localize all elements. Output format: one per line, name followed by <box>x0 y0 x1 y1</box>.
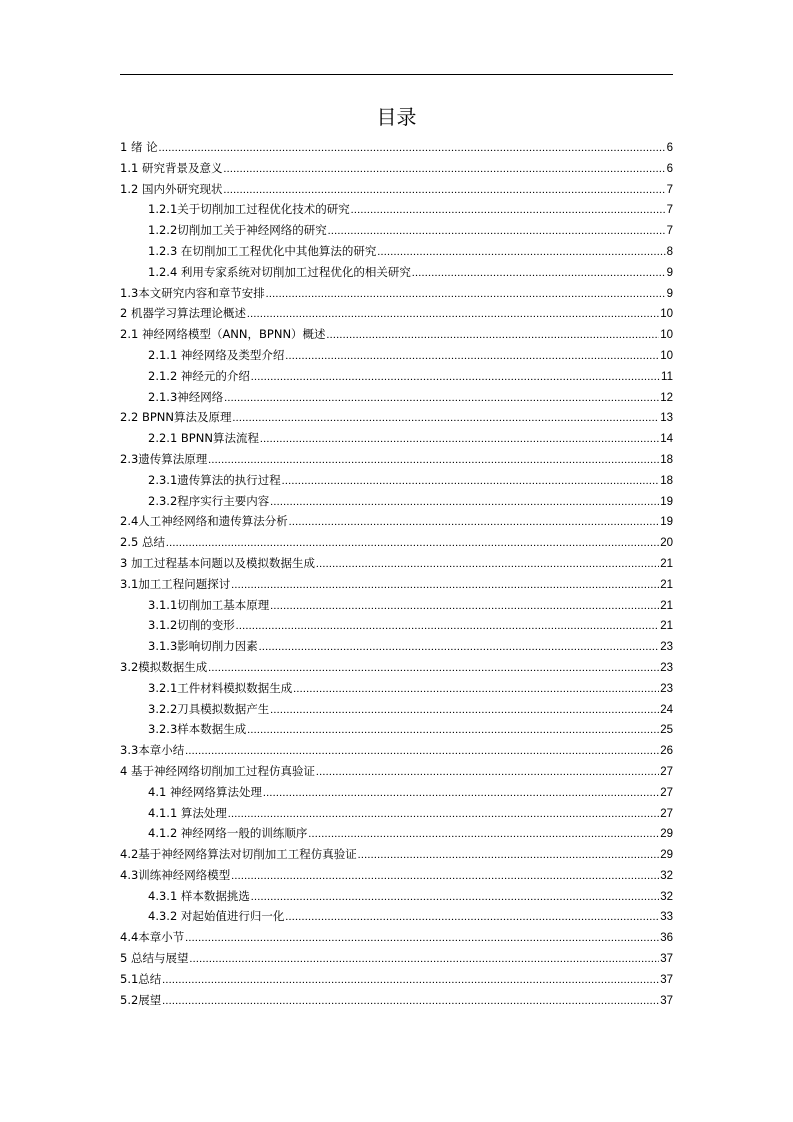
toc-dot-leader <box>251 887 659 908</box>
toc-entry-title: 4.3.2 对起始值进行归一化 <box>148 909 285 924</box>
toc-entry-title: 3.1加工工程问题探讨 <box>120 576 231 591</box>
toc-entry[interactable] <box>120 636 673 657</box>
header-rule <box>120 74 673 75</box>
toc-entry-title: 5 总结与展望 <box>120 951 189 966</box>
table-of-contents <box>120 137 673 1010</box>
toc-entry[interactable] <box>120 615 673 636</box>
toc-entry-title: 3.2模拟数据生成 <box>120 659 208 674</box>
toc-entry[interactable] <box>120 761 673 782</box>
toc-dot-leader <box>236 616 659 637</box>
toc-entry-title: 2.1.2 神经元的介绍 <box>148 368 250 383</box>
toc-entry[interactable] <box>120 969 673 990</box>
toc-entry[interactable] <box>120 449 673 470</box>
toc-dot-leader <box>189 949 659 970</box>
toc-entry-title: 4.3.1 样本数据挑选 <box>148 888 250 903</box>
toc-entry-page-number: 26 <box>660 745 673 758</box>
toc-dot-leader <box>228 804 659 825</box>
toc-entry[interactable] <box>120 532 673 553</box>
toc-entry[interactable] <box>120 782 673 803</box>
toc-dot-leader <box>159 138 666 159</box>
toc-entry-page-number: 13 <box>660 412 673 425</box>
toc-entry[interactable] <box>120 699 673 720</box>
toc-entry-title: 3.1.1切削加工基本原理 <box>148 597 270 612</box>
toc-entry[interactable] <box>120 886 673 907</box>
toc-entry-title: 1.2 国内外研究现状 <box>120 181 223 196</box>
toc-entry-page-number: 32 <box>660 869 673 882</box>
toc-entry-title: 2 机器学习算法理论概述 <box>120 306 246 321</box>
toc-dot-leader <box>285 346 659 367</box>
toc-entry[interactable] <box>120 303 673 324</box>
toc-entry-page-number: 7 <box>666 204 673 217</box>
toc-entry[interactable] <box>120 678 673 699</box>
toc-entry[interactable] <box>120 220 673 241</box>
toc-entry[interactable] <box>120 137 673 158</box>
toc-entry-title: 3.1.2切削的变形 <box>148 618 235 633</box>
toc-entry[interactable] <box>120 511 673 532</box>
toc-entry-title: 1.2.4 利用专家系统对切削加工过程优化的相关研究 <box>148 264 411 279</box>
toc-entry-page-number: 37 <box>660 953 673 966</box>
toc-entry-page-number: 33 <box>660 911 673 924</box>
toc-entry-title: 1.2.2切削加工关于神经网络的研究 <box>148 223 327 238</box>
toc-entry-title: 3.2.3样本数据生成 <box>148 722 247 737</box>
toc-entry-title: 4.3训练神经网络模型 <box>120 867 231 882</box>
toc-entry-page-number: 14 <box>660 433 673 446</box>
toc-entry-page-number: 23 <box>660 641 673 654</box>
toc-entry[interactable] <box>120 345 673 366</box>
toc-dot-leader <box>270 492 659 513</box>
toc-entry-page-number: 23 <box>660 661 673 674</box>
toc-entry[interactable] <box>120 803 673 824</box>
toc-entry-title: 4.4本章小节 <box>120 930 185 945</box>
toc-entry-page-number: 37 <box>660 973 673 986</box>
toc-entry-title: 5.2展望 <box>120 992 162 1007</box>
toc-dot-leader <box>185 741 659 762</box>
toc-dot-leader <box>247 304 659 325</box>
toc-entry-title: 2.3遗传算法原理 <box>120 451 208 466</box>
toc-entry[interactable] <box>120 719 673 740</box>
toc-entry[interactable] <box>120 158 673 179</box>
toc-entry[interactable] <box>120 491 673 512</box>
toc-dot-leader <box>231 866 659 887</box>
toc-entry-page-number: 7 <box>666 225 673 238</box>
toc-dot-leader <box>327 325 660 346</box>
toc-entry-page-number: 27 <box>660 765 673 778</box>
toc-entry[interactable] <box>120 283 673 304</box>
toc-entry-page-number: 10 <box>660 308 673 321</box>
toc-entry[interactable] <box>120 428 673 449</box>
toc-entry-title: 1.2.1关于切削加工过程优化技术的研究 <box>148 202 350 217</box>
toc-entry[interactable] <box>120 366 673 387</box>
toc-entry-page-number: 19 <box>660 495 673 508</box>
toc-dot-leader <box>232 408 659 429</box>
toc-entry[interactable] <box>120 387 673 408</box>
toc-entry[interactable] <box>120 657 673 678</box>
page-title: 目录 <box>376 105 417 129</box>
toc-entry-title: 2.1.3神经网络 <box>148 389 224 404</box>
toc-entry-page-number: 18 <box>660 453 673 466</box>
toc-entry-title: 3 加工过程基本问题以及模拟数据生成 <box>120 555 315 570</box>
toc-entry-title: 5.1总结 <box>120 971 162 986</box>
toc-entry[interactable] <box>120 179 673 200</box>
toc-entry-title: 2.4人工神经网络和遗传算法分析 <box>120 514 288 529</box>
toc-dot-leader <box>293 679 659 700</box>
toc-dot-leader <box>231 575 659 596</box>
toc-entry-page-number: 29 <box>660 828 673 841</box>
toc-entry-page-number: 12 <box>660 391 673 404</box>
toc-entry-title: 1.2.3 在切削加工工程优化中其他算法的研究 <box>148 243 377 258</box>
toc-entry-title: 2.3.2程序实行主要内容 <box>148 493 270 508</box>
toc-entry-page-number: 18 <box>660 474 673 487</box>
toc-entry[interactable] <box>120 407 673 428</box>
toc-entry-page-number: 24 <box>660 703 673 716</box>
toc-entry-page-number: 27 <box>660 807 673 820</box>
toc-entry[interactable] <box>120 199 673 220</box>
toc-entry-page-number: 25 <box>660 724 673 737</box>
toc-dot-leader <box>259 637 659 658</box>
toc-entry-title: 3.1.3影响切削力因素 <box>148 639 258 654</box>
toc-entry-page-number: 32 <box>660 890 673 903</box>
toc-dot-leader <box>162 970 659 991</box>
toc-dot-leader <box>316 762 659 783</box>
toc-entry-page-number: 9 <box>666 287 673 300</box>
toc-entry-page-number: 29 <box>660 849 673 862</box>
toc-dot-leader <box>308 824 659 845</box>
toc-entry-title: 4.2基于神经网络算法对切削加工工程仿真验证 <box>120 847 357 862</box>
toc-entry-page-number: 21 <box>660 578 673 591</box>
toc-entry-page-number: 11 <box>661 370 673 383</box>
toc-entry-page-number: 36 <box>660 932 673 945</box>
toc-entry-page-number: 21 <box>660 557 673 570</box>
toc-entry-page-number: 10 <box>660 349 673 362</box>
toc-entry-title: 4.1.1 算法处理 <box>148 805 227 820</box>
toc-entry-title: 1 绪 论 <box>120 140 158 154</box>
toc-entry-title: 2.1.1 神经网络及类型介绍 <box>148 347 285 362</box>
toc-dot-leader <box>166 533 659 554</box>
toc-entry[interactable] <box>120 574 673 595</box>
toc-entry-page-number: 27 <box>660 786 673 799</box>
toc-dot-leader <box>251 367 660 388</box>
toc-dot-leader <box>208 658 659 679</box>
toc-entry[interactable] <box>120 740 673 761</box>
toc-entry-page-number: 7 <box>666 183 673 196</box>
toc-entry[interactable] <box>120 595 673 616</box>
toc-entry-title: 3.2.2刀具模拟数据产生 <box>148 701 270 716</box>
toc-entry-page-number: 10 <box>660 329 673 342</box>
toc-dot-leader <box>351 200 666 221</box>
toc-entry-title: 4.1.2 神经网络一般的训练顺序 <box>148 826 308 841</box>
toc-entry[interactable] <box>120 553 673 574</box>
toc-entry-title: 2.2.1 BPNN算法流程 <box>148 431 259 446</box>
toc-dot-leader <box>358 845 659 866</box>
toc-dot-leader <box>289 512 659 533</box>
toc-entry[interactable] <box>120 865 673 886</box>
toc-entry[interactable] <box>120 990 673 1011</box>
toc-dot-leader <box>377 242 665 263</box>
toc-entry-page-number: 9 <box>666 266 673 279</box>
toc-entry-title: 2.5 总结 <box>120 535 165 550</box>
toc-dot-leader <box>162 991 659 1012</box>
toc-dot-leader <box>316 554 659 575</box>
toc-entry-title: 2.1 神经网络模型（ANN，BPNN）概述 <box>120 327 326 342</box>
toc-entry-page-number: 21 <box>660 599 673 612</box>
toc-entry-title: 4.1 神经网络算法处理 <box>148 784 262 799</box>
toc-dot-leader <box>185 928 659 949</box>
toc-entry-page-number: 19 <box>660 516 673 529</box>
toc-entry-page-number: 6 <box>666 162 673 175</box>
toc-entry[interactable] <box>120 844 673 865</box>
toc-dot-leader <box>263 783 659 804</box>
toc-dot-leader <box>266 284 666 305</box>
toc-dot-leader <box>270 700 659 721</box>
toc-entry-page-number: 6 <box>666 142 673 154</box>
toc-dot-leader <box>224 388 659 409</box>
toc-dot-leader <box>247 720 659 741</box>
toc-entry-page-number: 8 <box>666 245 673 258</box>
toc-dot-leader <box>223 180 665 201</box>
toc-entry[interactable] <box>120 324 673 345</box>
toc-entry[interactable] <box>120 927 673 948</box>
toc-entry-page-number: 37 <box>660 994 673 1007</box>
toc-entry-title: 2.3.1遗传算法的执行过程 <box>148 472 281 487</box>
toc-dot-leader <box>270 596 659 617</box>
toc-entry-title: 1.1 研究背景及意义 <box>120 160 223 175</box>
toc-dot-leader <box>223 159 665 180</box>
toc-entry-title: 4 基于神经网络切削加工过程仿真验证 <box>120 763 315 778</box>
toc-dot-leader <box>285 907 659 928</box>
toc-entry[interactable] <box>120 241 673 262</box>
toc-entry-page-number: 20 <box>660 537 673 550</box>
toc-dot-leader <box>328 221 666 242</box>
toc-entry-page-number: 21 <box>660 620 673 633</box>
toc-entry-title: 1.3本文研究内容和章节安排 <box>120 285 265 300</box>
toc-entry-title: 3.2.1工件材料模拟数据生成 <box>148 680 293 695</box>
toc-entry-page-number: 23 <box>660 682 673 695</box>
toc-entry-title: 2.2 BPNN算法及原理 <box>120 410 232 425</box>
toc-dot-leader <box>412 263 666 284</box>
toc-entry[interactable] <box>120 906 673 927</box>
toc-entry[interactable] <box>120 262 673 283</box>
toc-dot-leader <box>282 471 659 492</box>
toc-dot-leader <box>260 429 659 450</box>
toc-entry[interactable] <box>120 948 673 969</box>
toc-entry[interactable] <box>120 470 673 491</box>
toc-dot-leader <box>208 450 659 471</box>
toc-entry-title: 3.3本章小结 <box>120 743 185 758</box>
toc-entry[interactable] <box>120 823 673 844</box>
